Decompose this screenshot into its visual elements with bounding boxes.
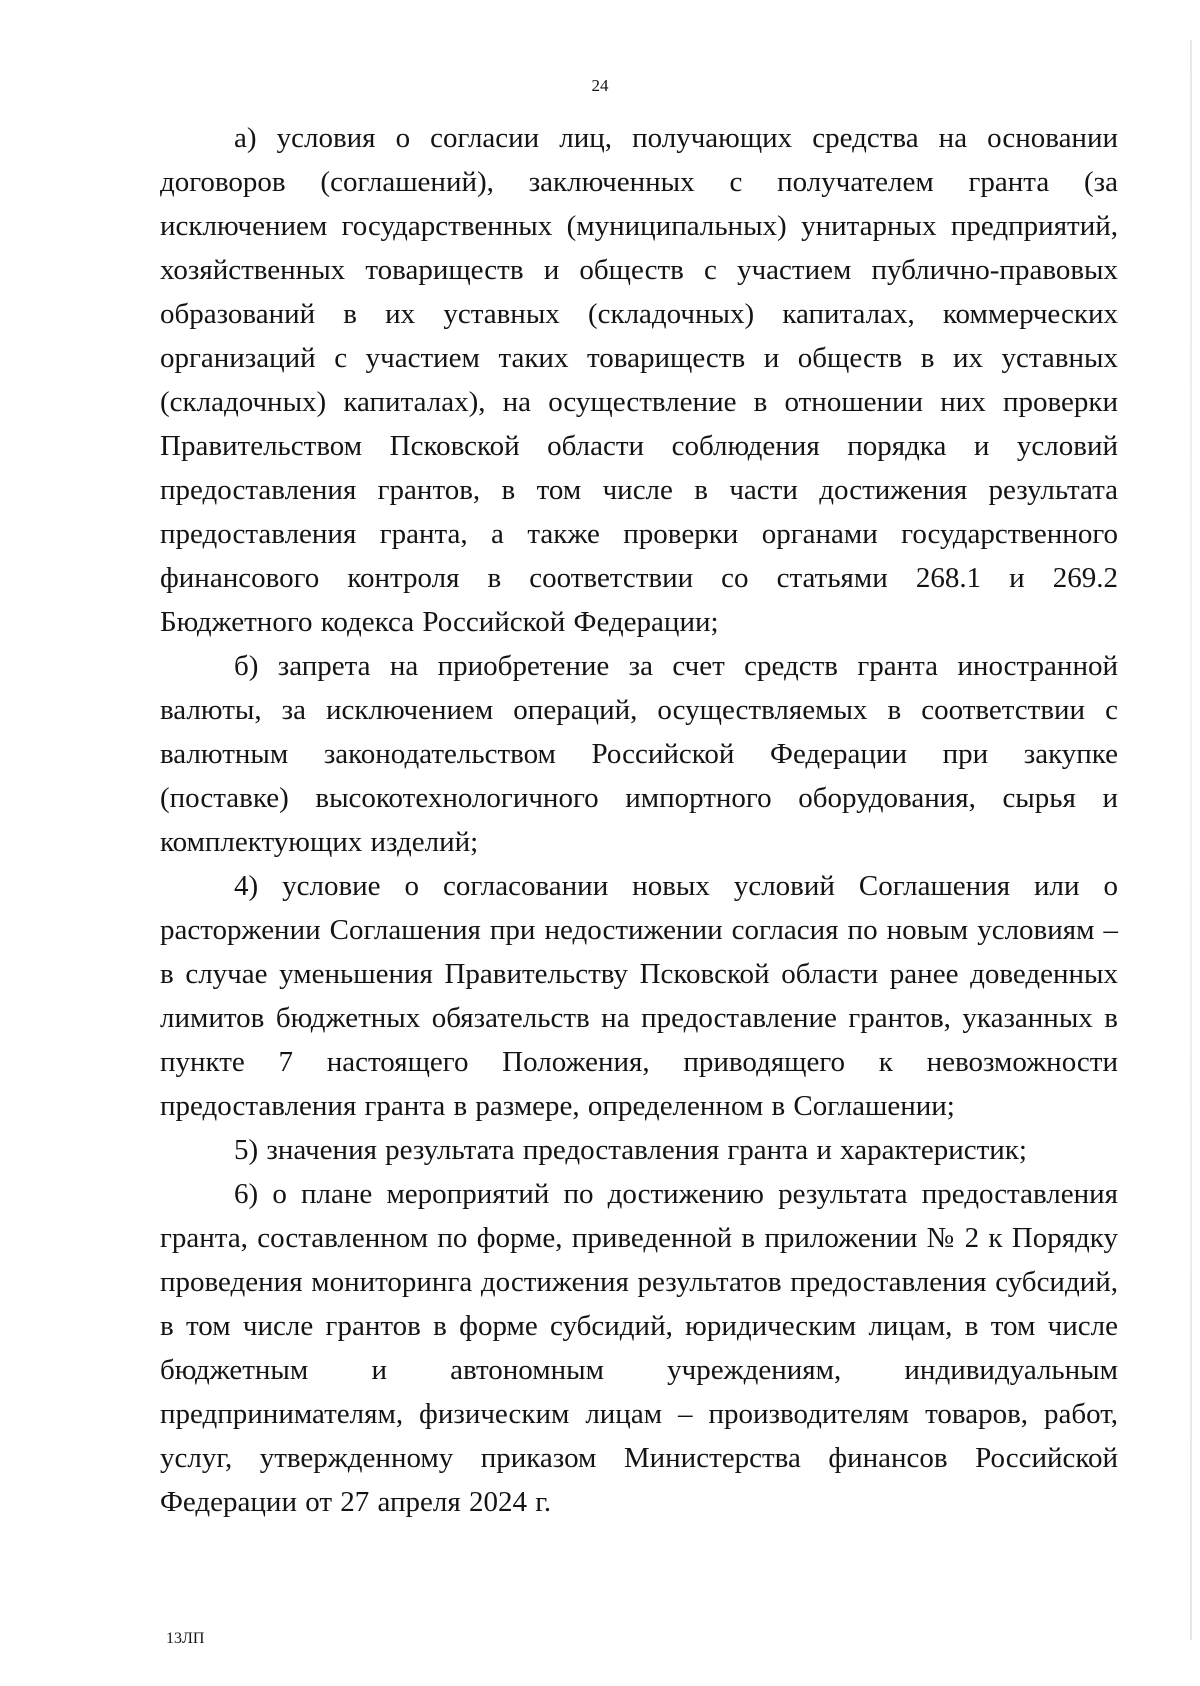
paragraph-4-agreement-conditions: 4) условие о согласовании новых условий Соглашения или о расторжении Соглашения при недостижении согласия по новым условиям – в случае уменьшения Правительству Псковской области ранее доведенных лимитов бюджетных обязательств на предоставление грантов, указанных в пункте 7 настоящего Положения, приводящего к невозможности предоставления гранта в размере, определенном в Соглашении; (160, 870, 1118, 1122)
scan-edge (1190, 40, 1192, 1640)
paragraph-6-action-plan: 6) о плане мероприятий по достижению результата предоставления гранта, составленном по форме, приведенной в приложении № 2 к Порядку проведения мониторинга достижения результатов предоставления субсидий, в том числе грантов в форме субсидий, юридическим лицам, в том числе бюджетным и автономным учреждениям, индивидуальным предпринимателям, физическим лицам – производителям товаров, работ, услуг, утвержденному приказом Министерства финансов Российской Федерации от 27 апреля 2024 г. (160, 1178, 1118, 1518)
document-body (160, 116, 1118, 1524)
paragraph-a-consent-conditions: а) условия о согласии лиц, получающих средства на основании договоров (соглашений), заключенных с получателем гранта (за исключением государственных (муниципальных) унитарных предприятий, хозяйственных товариществ и обществ с участием публично-правовых образований в их уставных (складочных) капиталах, коммерческих организаций с участием таких товариществ и обществ в их уставных (складочных) капиталах), на осуществление в отношении них проверки Правительством Псковской области соблюдения порядка и условий предоставления грантов, в том числе в части достижения результата предоставления гранта, а также проверки органами государственного финансового контроля в соответствии со статьями 268.1 и 269.2 Бюджетного кодекса Российской Федерации; (160, 122, 1118, 638)
paragraph-b-currency-ban: б) запрета на приобретение за счет средств гранта иностранной валюты, за исключением операций, осуществляемых в соответствии с валютным законодательством Российской Федерации при закупке (поставке) высокотехнологичного импортного оборудования, сырья и комплектующих изделий; (160, 650, 1118, 858)
paragraph-5-result-values: 5) значения результата предоставления гранта и характеристик; (234, 1134, 1027, 1166)
footer-code: 13ЛП (166, 1630, 205, 1647)
page-number: 24 (591, 76, 609, 95)
